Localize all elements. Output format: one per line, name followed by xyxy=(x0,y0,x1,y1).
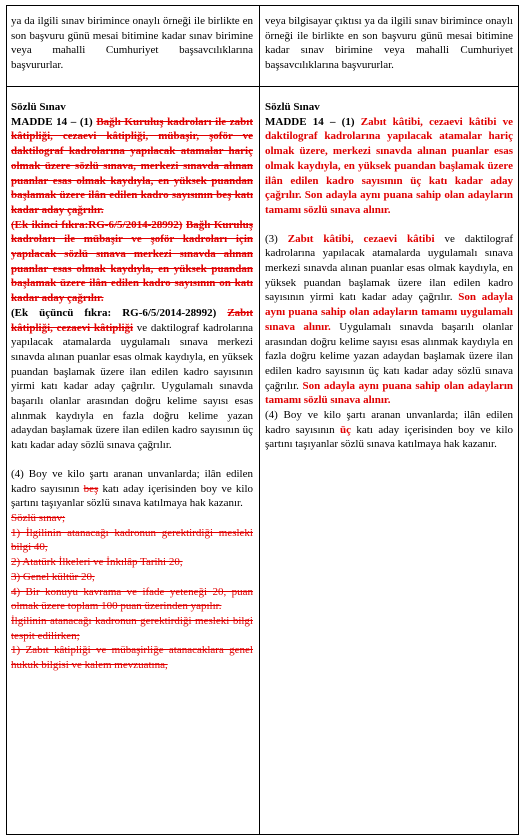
right-top-cell xyxy=(265,14,513,73)
right-p1-red-text: Zabıt kâtibi, cezaevi kâtibi ve daktilograf kadrolarına yapılacak atamalar hariç olmak üzere, merkezi sınavda alınan puanlar esas olmak kaydıyla, en yüksek puandan başlamak üzere ilân edilen kadro sayısının üç katı kadar aday çağrılır. Son adayla aynı puana sahip olan adayların tamamı sözlü sınava alınır. xyxy=(265,115,513,216)
right-madde-label: MADDE 14 – (1) xyxy=(265,115,355,128)
left-p3-deleted-text: Zabıt kâtipliği, cezaevi kâtipliği xyxy=(11,306,254,334)
right-paragraph-1 xyxy=(265,115,513,218)
right-paragraph-3 xyxy=(265,232,513,408)
left-paragraph-2 xyxy=(11,218,253,306)
left-heading: Sözlü Sınav xyxy=(11,101,66,113)
left-list-item-3: 3) Genel kültür 20, xyxy=(11,570,95,583)
left-p4-a: (4) Boy ve kilo şartı aranan unvanlarda; ilân edilen kadro sayısının xyxy=(11,467,253,495)
left-paragraph-3 xyxy=(11,306,253,453)
right-p4-a: (4) Boy ve kilo şartı aranan unvanlarda; ilân edilen kadro sayısının xyxy=(265,409,513,436)
right-heading: Sözlü Sınav xyxy=(265,101,320,113)
left-paragraph-1 xyxy=(11,115,253,218)
comparison-table xyxy=(6,5,519,835)
column-divider xyxy=(259,6,260,834)
left-list-tail-item: 1) Zabıt kâtipliği ve mübaşirliğe atanacaklara genel hukuk bilgisi ve kalem mevzuatına, xyxy=(11,644,253,672)
left-list-heading: Sözlü sınav; xyxy=(11,511,66,524)
left-list-item-1: 1) İlgilinin atanacağı kadronun gerektirdiği mesleki bilgi 40, xyxy=(11,526,253,554)
left-p4-b: katı aday içerisinden boy ve kilo şartını taşıyanlar sözlü sınava katılmaya hak kazanır. xyxy=(11,482,254,510)
right-p4-red: üç xyxy=(340,423,351,436)
right-p3-red-1: Zabıt kâtibi, cezaevi kâtibi xyxy=(287,232,435,245)
left-top-cell xyxy=(11,14,253,73)
right-paragraph-4 xyxy=(265,408,513,452)
right-p3-start: (3) xyxy=(265,232,278,245)
right-cell-new-text xyxy=(265,100,513,452)
left-p2-deleted-text: Bağlı Kuruluş kadroları ile mübaşir ve şoför kadroları için yapılacak sözlü sınava merkezi sınavda alınan puanlar esas olmak kaydıyla, en yüksek puandan başlamak üzere ilân edilen kadro sayısının on katı kadar aday çağrılır. xyxy=(11,218,254,305)
right-p3-text-2: Uygulamalı sınavda başarılı olanlar arasından doğru kelime sayısı esas alınmak kaydıyla en fazla doğru kelime yazan adaydan başlamak üzere ilan edilen kadro sayısının üç katı kadar aday sözlü sınava çağrılır. xyxy=(265,320,514,392)
left-p3-note: (Ek üçüncü fıkra: RG-6/5/2014-28992) xyxy=(11,306,217,319)
left-top-text: ya da ilgili sınav birimince onaylı örneği ile birlikte en son başvuru günü mesai bitimine kadar sınav birimine veya mahalli Cumhuriyet başsavcılıklarına başvururlar. xyxy=(11,15,253,72)
left-cell-old-text xyxy=(11,100,253,673)
right-p3-text-1: ve daktilograf kadrolarına yapılacak atamalarda uygulamalı sınava merkezi sınavda alınan puanlar esas olmak kaydıyla, en yüksek puandan başlamak üzere ilan edilen kadro sayısının yirmi katı kadar aday çağrılır. xyxy=(265,232,514,304)
left-p1-deleted-text: Bağlı Kuruluş kadroları ile zabıt kâtipliği, cezaevi kâtipliği, mübaşir, şoför ve daktilograf kadrolarına yapılacak atamalar hariç olmak üzere sözlü sınava, merkezi sınavda alınan puanlar esas olmak kaydıyla, en yüksek puandan başlamak üzere ilân edilen kadro sayısının beş katı kadar aday çağrılır. xyxy=(11,115,253,216)
left-list-tail: İlgilinin atanacağı kadronun gerektirdiği mesleki bilgi tespit edilirken; xyxy=(11,614,253,642)
left-madde-label: MADDE 14 – (1) xyxy=(11,115,93,128)
right-p3-red-3: Son adayla aynı puana sahip olan adayların tamamı sözlü sınava alınır. xyxy=(265,379,514,407)
left-paragraph-4 xyxy=(11,467,253,511)
right-p3-red-2: Son adayla aynı puana sahip olan adayların tamamı uygulamalı sınava alınır. xyxy=(265,291,513,333)
left-list-item-2: 2) Atatürk İlkeleri ve İnkılâp Tarihi 20, xyxy=(11,556,183,569)
left-p4-deleted: beş xyxy=(83,482,99,495)
right-p4-b: katı aday içerisinden boy ve kilo şartını taşıyanlar sözlü sınava katılmaya hak kazanır. xyxy=(265,423,514,451)
left-p2-note: (Ek ikinci fıkra:RG-6/5/2014-28992) xyxy=(11,218,183,231)
row-divider xyxy=(7,86,518,87)
left-p3-text: ve daktilograf kadrolarına yapılacak atamalarda uygulamalı sınava merkezi sınavda alınan puanlar esas olmak kaydıyla, en yüksek puandan başlamak üzere ilan edilen kadro sayısının yirmi katı kadar aday çağrılır. Uygulamalı sınavda başarılı olanlar arasından doğru kelime sayısı esas alınmak kaydıyla en fazla doğru kelime yazan adaydan başlamak üzere ilan edilen kadro sayısının üç katı kadar aday sözlü sınava çağrılır. xyxy=(11,321,253,452)
right-top-text: veya bilgisayar çıktısı ya da ilgili sınav birimince onaylı örneği ile birlikte en son başvuru günü mesai bitimine kadar sınav birimine veya mahalli Cumhuriyet başsavcılıklarına başvururlar. xyxy=(265,15,513,72)
left-list-item-4: 4) Bir konuyu kavrama ve ifade yeteneği 20, puan olmak üzere toplam 100 puan üzerinden yapılır. xyxy=(11,585,253,613)
